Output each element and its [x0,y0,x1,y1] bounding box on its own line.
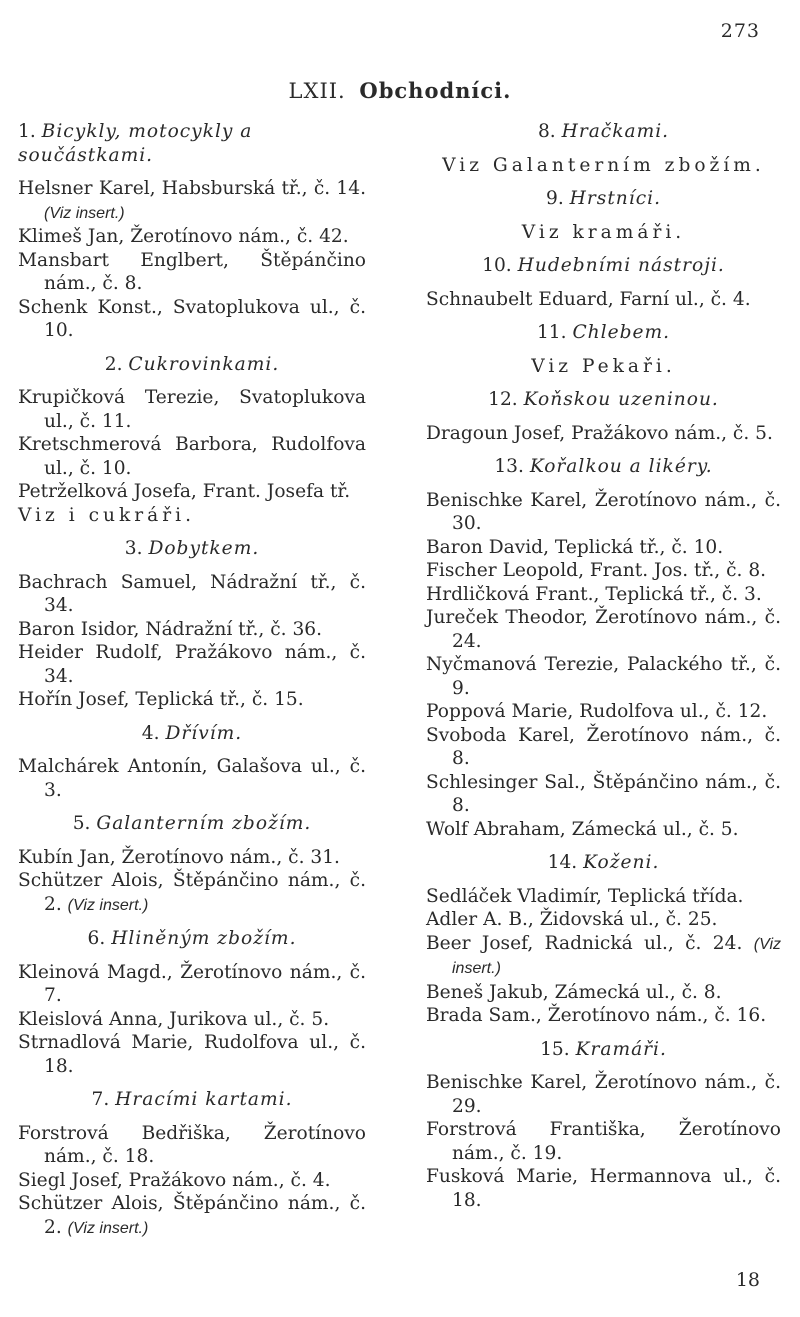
entry-text: Sedláček Vladimír, Teplická třída. [426,885,744,907]
entry-text: Schnaubelt Eduard, Farní ul., č. 4. [426,288,751,310]
directory-entry [18,755,366,802]
entry-text: Bachrach Samuel, Nádražní tř., č. 34. [18,571,366,616]
directory-entry [18,386,366,433]
directory-entry [426,489,781,536]
insert-note: (Viz insert.) [452,935,781,977]
section-number: 8. [537,121,556,142]
directory-entry [426,1118,781,1165]
chapter-name: Obchodníci. [359,78,512,103]
section-2 [18,353,366,528]
directory-entry [426,1165,781,1212]
section-number: 13. [494,456,524,477]
insert-note: (Viz insert.) [67,1219,149,1237]
section-heading [426,851,781,875]
directory-entry [18,869,366,917]
entry-text: Baron David, Teplická tř., č. 10. [426,536,724,558]
entry-text: Kleinová Magd., Žerotínovo nám., č. 7. [18,961,366,1006]
directory-entry [426,536,781,560]
entry-text: Benischke Karel, Žerotínovo nám., č. 29. [426,1072,781,1117]
section-9 [426,187,781,244]
section-title: Kořalkou a likéry. [529,456,713,477]
directory-entry [426,818,781,842]
section-title: Hudebními nástroji. [517,255,725,276]
entry-text: Wolf Abraham, Zámecká ul., č. 5. [426,818,739,840]
directory-entry [18,688,366,712]
see-also-reference: Viz Galanterním zbožím. [442,154,765,176]
entry-text: Schlesinger Sal., Štěpánčino nám., č. 8. [426,771,781,816]
section-number: 9. [546,188,564,209]
directory-entry [426,908,781,932]
directory-entry [18,1169,366,1193]
section-title: Hracími kartami. [115,1089,293,1110]
entry-text: Siegl Josef, Pražákovo nám., č. 4. [18,1169,331,1191]
directory-entry [18,177,366,225]
section-heading [426,388,781,412]
entry-text: Schützer Alois, Štěpánčino nám., č. 2. [18,1193,366,1238]
section-title: Galanterním zbožím. [96,813,312,834]
section-1 [18,120,366,343]
section-7 [18,1088,366,1240]
see-also-reference: Viz Pekaři. [531,355,676,377]
left-column [18,110,366,1244]
section-number: 11. [536,322,567,343]
directory-entry [18,480,366,504]
right-column [426,110,781,1216]
directory-entry [18,433,366,480]
entry-text: Helsner Karel, Habsburská tř., č. 14. [18,178,366,199]
section-heading [426,321,781,345]
section-heading [426,254,781,278]
see-also-reference: Viz kramáři. [521,221,686,243]
entry-text: Baron Isidor, Nádražní tř., č. 36. [18,618,323,640]
insert-note: (Viz insert.) [44,204,125,222]
entry-text: Adler A. B., Židovská ul., č. 25. [426,909,718,930]
entry-text: Kleislová Anna, Jurikova ul., č. 5. [18,1008,330,1030]
entry-text: Beneš Jakub, Zámecká ul., č. 8. [426,981,722,1003]
section-14 [426,851,781,1028]
section-number: 3. [124,538,143,559]
section-13 [426,455,781,841]
directory-entry [426,559,781,583]
directory-entry [426,932,781,981]
entry-text: Mansbart Englbert, Štěpánčino nám., č. 8. [18,249,366,294]
entry-text: Dragoun Josef, Pražákovo nám., č. 5. [426,422,773,444]
entry-text: Schenk Konst., Svatoplukova ul., č. 10. [18,296,366,341]
section-title: Kramáři. [575,1038,667,1060]
section-title: Dřívím. [165,722,243,744]
directory-entry [18,961,366,1008]
entry-text: Malchárek Antonín, Galašova ul., č. 3. [18,756,366,801]
section-heading [18,1088,366,1112]
section-heading [426,120,781,144]
directory-entry [18,618,366,642]
section-heading [18,927,366,951]
entry-text: Fusková Marie, Hermannova ul., č. 18. [426,1166,781,1211]
section-6 [18,927,366,1078]
entry-text: Forstrová Bedřiška, Žerotínovo nám., č. 18. [18,1122,366,1167]
section-5 [18,812,366,917]
entry-text: Kubín Jan, Žerotínovo nám., č. 31. [18,846,340,868]
entry-text: Svoboda Karel, Žerotínovo nám., č. 8. [426,724,781,769]
section-heading [426,187,781,211]
directory-entry [18,1192,366,1240]
section-number: 10. [482,255,512,276]
section-title: Koženi. [583,852,660,873]
directory-entry [426,606,781,653]
section-number: 2. [104,353,123,375]
entry-text: Beer Josef, Radnická ul., č. 24. [426,932,743,954]
signature-mark: 18 [735,1269,760,1291]
section-number: 1. [18,121,36,142]
entry-text: Nyčmanová Terezie, Palackého tř., č. 9. [426,654,781,699]
directory-entry [426,583,781,607]
entry-text: Hořín Josef, Teplická tř., č. 15. [18,689,304,710]
entry-text: Petrželková Josefa, Frant. Josefa tř. [18,481,351,502]
directory-entry [18,225,366,249]
section-heading [18,537,366,561]
entry-text: Benischke Karel, Žerotínovo nám., č. 30. [426,489,781,534]
section-number: 15. [540,1038,570,1060]
section-number: 7. [91,1089,110,1110]
directory-entry [18,846,366,870]
section-title: Hrstníci. [569,188,661,209]
section-heading [18,722,366,746]
section-4 [18,722,366,803]
directory-entry [426,724,781,771]
directory-entry [426,771,781,818]
directory-entry [18,1122,366,1169]
entry-text: Klimeš Jan, Žerotínovo nám., č. 42. [18,226,349,247]
entry-text: Schützer Alois, Štěpánčino nám., č. 2. [18,870,366,915]
entry-text: Strnadlová Marie, Rudolfova ul., č. 18. [18,1032,366,1077]
section-title: Hliněným zbožím. [111,928,297,949]
chapter-roman-numeral: LXII. [288,79,346,103]
directory-entry [426,885,781,909]
directory-entry [18,1008,366,1032]
section-heading [18,353,366,377]
entry-text: Forstrová Františka, Žerotínovo nám., č. 19. [426,1119,781,1164]
entry-text: Jureček Theodor, Žerotínovo nám., č. 24. [426,607,781,652]
directory-entry [426,1004,781,1028]
entry-text: Kretschmerová Barbora, Rudolfova ul., č. 10. [18,434,366,479]
directory-entry [426,422,781,446]
section-11 [426,321,781,378]
section-8 [426,120,781,177]
entry-text: Krupičková Terezie, Svatoplukova ul., č. 11. [18,387,366,432]
directory-entry [18,1031,366,1078]
section-title: Bicykly, motocykly a součástkami. [18,121,253,166]
section-heading [426,1038,781,1062]
directory-entry [18,571,366,618]
directory-entry [426,288,781,312]
directory-entry [426,653,781,700]
entry-text: Fischer Leopold, Frant. Jos. tř., č. 8. [426,560,767,581]
section-title: Koňskou uzeninou. [523,389,719,410]
section-heading [18,120,366,167]
directory-entry [426,981,781,1005]
directory-entry [18,641,366,688]
section-number: 14. [547,852,578,873]
entry-text: Hrdličková Frant., Teplická tř., č. 3. [426,583,762,605]
section-12 [426,388,781,445]
entry-text: Poppová Marie, Rudolfova ul., č. 12. [426,701,768,722]
directory-entry [426,700,781,724]
section-heading [18,812,366,836]
section-title: Chlebem. [572,322,671,343]
section-title: Hračkami. [561,121,670,142]
entry-text: Brada Sam., Žerotínovo nám., č. 16. [426,1005,767,1026]
section-3 [18,537,366,712]
directory-entry [18,296,366,343]
entry-text: Heider Rudolf, Pražákovo nám., č. 34. [18,642,366,687]
section-title: Cukrovinkami. [128,353,280,375]
section-number: 6. [87,928,106,949]
insert-note: (Viz insert.) [67,896,149,914]
section-heading [426,455,781,479]
chapter-title [0,78,800,103]
section-number: 4. [141,722,160,744]
section-10 [426,254,781,311]
directory-entry [18,249,366,296]
section-number: 12. [488,389,518,410]
directory-entry [426,1071,781,1118]
page-number: 273 [720,20,760,42]
see-also-reference: Viz i cukráři. [18,504,195,526]
section-15 [426,1038,781,1213]
section-title: Dobytkem. [148,538,260,559]
section-number: 5. [72,813,91,834]
